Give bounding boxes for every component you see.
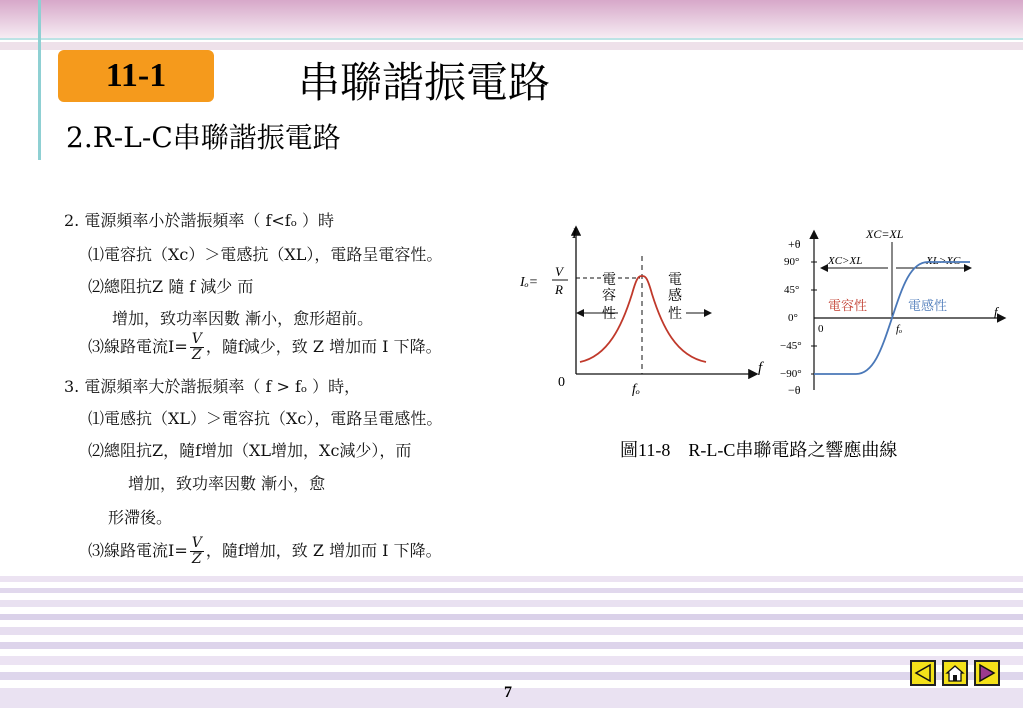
current-fraction bbox=[190, 536, 204, 567]
item-2-3-pre: ⑶線路電流I= bbox=[88, 337, 188, 356]
phase-response-plot bbox=[770, 224, 1008, 397]
right-region-label: XL>XC bbox=[926, 255, 961, 267]
item-2-3 bbox=[88, 332, 442, 363]
svg-text:−90°: −90° bbox=[780, 368, 802, 380]
current-origin-label: 0 bbox=[558, 375, 565, 390]
slide-subtitle: 2.R-L-C串聯諧振電路 bbox=[66, 121, 341, 154]
inductive-region-label bbox=[668, 272, 682, 322]
svg-text:性: 性 bbox=[668, 307, 682, 322]
plus-theta-label: +θ bbox=[788, 237, 801, 251]
item-3-2c: 形滯後。 bbox=[108, 508, 173, 527]
phase-inductive-label: 電感性 bbox=[908, 298, 948, 313]
current-fo-label: fₒ bbox=[632, 382, 640, 397]
response-curves-figure bbox=[518, 216, 1008, 402]
resonance-condition-label: XC=XL bbox=[866, 227, 904, 241]
phase-x-label: f bbox=[994, 304, 998, 319]
response-curves-svg bbox=[518, 216, 1008, 402]
svg-text:−45°: −45° bbox=[780, 340, 802, 352]
explanation-panel bbox=[58, 196, 504, 568]
svg-text:0°: 0° bbox=[788, 312, 798, 324]
item-3-3-post: ，隨f增加，致 Z 增加而 I 下降。 bbox=[205, 541, 442, 560]
current-fraction bbox=[190, 332, 204, 363]
item-3-2b: 增加，致功率因數 漸小，愈 bbox=[128, 474, 326, 493]
item-2-1: ⑴電容抗（Xc）＞電感抗（XL），電路呈電容性。 bbox=[88, 245, 443, 264]
previous-slide-button[interactable] bbox=[910, 660, 936, 686]
figure-caption: 圖11-8 R-L-C串聯電路之響應曲線 bbox=[620, 440, 898, 460]
item-3-heading: 3. 電源頻率大於諧振頻率（ f > fₒ ）時， bbox=[64, 377, 361, 396]
current-curve bbox=[580, 276, 706, 362]
svg-text:感: 感 bbox=[668, 289, 682, 304]
page-number: 7 bbox=[504, 684, 512, 701]
section-number-badge: 11-1 bbox=[58, 50, 214, 102]
slide-title: 串聯諧振電路 bbox=[298, 58, 551, 107]
item-2-3-post: ，隨f減少，致 Z 增加而 I 下降。 bbox=[205, 337, 442, 356]
capacitive-region-label bbox=[602, 272, 616, 322]
item-2-2a: ⑵總阻抗Z 隨 f 減少 而 bbox=[88, 277, 254, 296]
svg-text:性: 性 bbox=[602, 307, 616, 322]
phase-fo-label: fₒ bbox=[896, 323, 903, 335]
item-3-3-pre: ⑶線路電流I= bbox=[88, 541, 188, 560]
svg-text:45°: 45° bbox=[784, 284, 800, 296]
fraction-numerator: V bbox=[191, 331, 202, 347]
phase-capacitive-label: 電容性 bbox=[828, 298, 868, 313]
next-slide-button[interactable] bbox=[974, 660, 1000, 686]
home-button[interactable] bbox=[942, 660, 968, 686]
left-region-label: XC>XL bbox=[828, 255, 863, 267]
item-2-2b: 增加，致功率因數 漸小，愈形超前。 bbox=[112, 309, 374, 328]
minus-theta-label: −θ bbox=[788, 383, 801, 397]
peak-frac-den: R bbox=[555, 282, 563, 297]
svg-text:90°: 90° bbox=[784, 256, 800, 268]
phase-origin-label: 0 bbox=[818, 323, 824, 335]
fraction-denominator: Z bbox=[191, 347, 202, 363]
item-3-3 bbox=[88, 536, 442, 567]
svg-text:電: 電 bbox=[668, 273, 682, 288]
peak-frac-num: V bbox=[555, 264, 563, 279]
fraction-denominator: Z bbox=[191, 551, 202, 567]
current-y-label: I bbox=[572, 226, 577, 242]
svg-text:電: 電 bbox=[602, 273, 616, 288]
svg-text:容: 容 bbox=[602, 289, 616, 304]
peak-current-label: Iₒ= bbox=[520, 275, 539, 290]
item-2-heading: 2. 電源頻率小於諧振頻率（ f<fₒ ）時 bbox=[64, 211, 334, 230]
home-icon bbox=[944, 662, 966, 684]
item-3-1: ⑴電感抗（XL）＞電容抗（Xc），電路呈電感性。 bbox=[88, 409, 443, 428]
current-response-plot bbox=[519, 226, 764, 397]
fraction-numerator: V bbox=[191, 535, 202, 551]
current-x-label: f bbox=[758, 360, 763, 376]
item-3-2a: ⑵總阻抗Z，隨f增加（XL增加，Xc減少），而 bbox=[88, 441, 412, 460]
triangle-right-icon bbox=[976, 662, 998, 684]
triangle-left-icon bbox=[912, 662, 934, 684]
